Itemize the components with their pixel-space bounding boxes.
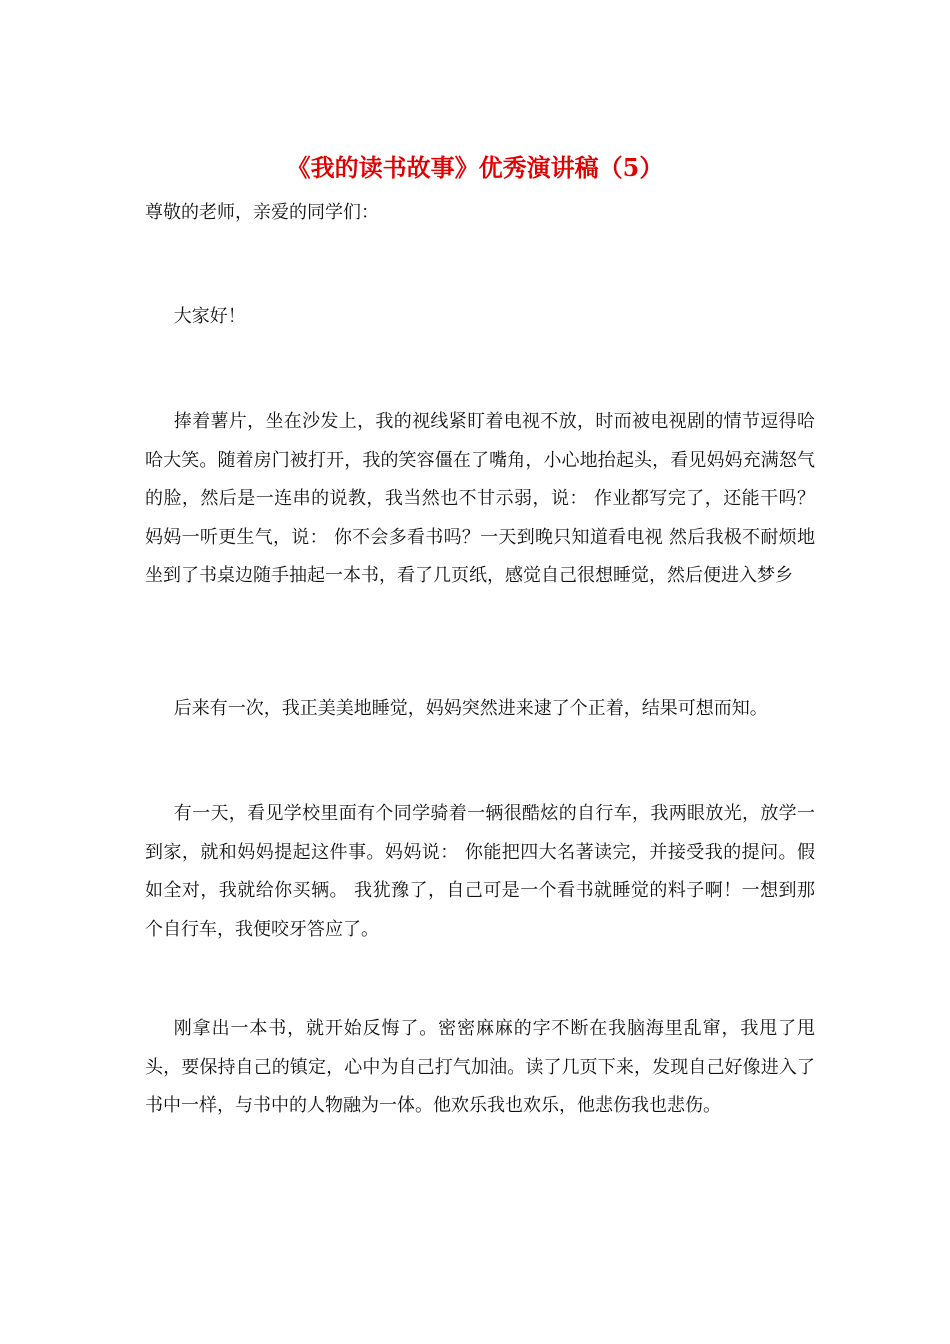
paragraph: 有一天，看见学校里面有个同学骑着一辆很酷炫的自行车，我两眼放光，放学一到家，就和妈妈提起这件事。妈妈说： 你能把四大名著读完，并接受我的提问。假如全对，我就给你买辆。 我犹豫了，自己可是一个看书就睡觉的料子啊！一想到那个自行车，我便咬牙答应了。 [145,803,815,940]
paragraph-greeting: 大家好！ [173,306,246,327]
paragraph: 捧着薯片，坐在沙发上，我的视线紧盯着电视不放，时而被电视剧的情节逗得哈哈大笑。随着房门被打开，我的笑容僵在了嘴角，小心地抬起头，看见妈妈充满怒气的脸，然后是一连串的说教，我当然也不甘示弱，说： 作业都写完了，还能干吗？ 妈妈一听更生气，说： 你不会多看书吗？一天到晚只知道看电视 然后我极不耐烦地坐到了书桌边随手抽起一本书，看了几页纸，感觉自己很想睡觉，然后便进入梦乡 [145,411,815,586]
paragraph: 刚拿出一本书，就开始反悔了。密密麻麻的字不断在我脑海里乱窜，我甩了甩头，要保持自己的镇定，心中为自己打气加油。读了几页下来，发现自己好像进入了书中一样，与书中的人物融为一体。他欢乐我也欢乐，他悲伤我也悲伤。 [145,1018,815,1116]
paragraph: 后来有一次，我正美美地睡觉，妈妈突然进来逮了个正着，结果可想而知。 [173,698,768,719]
salutation: 尊敬的老师，亲爱的同学们： [145,202,379,223]
document-title: 《我的读书故事》优秀演讲稿（5） [286,153,664,182]
